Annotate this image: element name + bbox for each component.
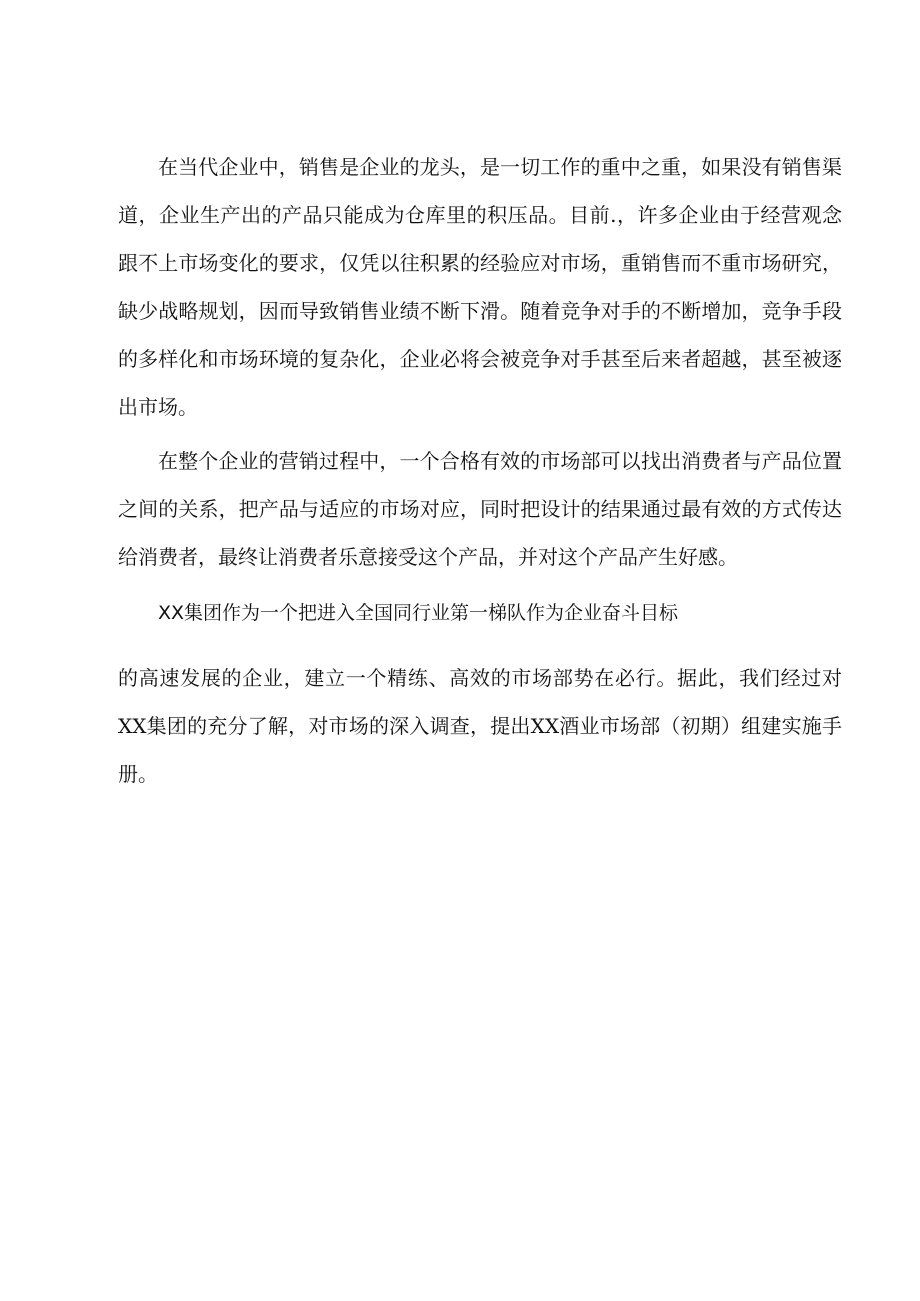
paragraph-marketing-department-role: 在整个企业的营销过程中，一个合格有效的市场部可以找出消费者与产品位置之间的关系，把产品与适应的市场对应，同时把设计的结果通过最有效的方式传达给消费者，最终让消费者乐意接受这个产品，并对这个产品产生好感。 — [118, 449, 842, 569]
paragraph-sales-importance: 在当代企业中，销售是企业的龙头，是一切工作的重中之重，如果没有销售渠道，企业生产出的产品只能成为仓库里的积压品。目前.，许多企业由于经营观念跟不上市场变化的要求，仅凭以往积累的经验应对市场，重销售而不重市场研究，缺少战略规划，因而导致销售业绩不断下滑。随着竞争对手的不断增加，竞争手段的多样化和市场环境的复杂化，企业必将会被竞争对手甚至后来者超越，甚至被逐出市场。 — [118, 155, 842, 419]
paragraph-manual-proposal: 的高速发展的企业，建立一个精练、高效的市场部势在必行。据此，我们经过对XX集团的充分了解，对市场的深入调查，提出XX酒业市场部（初期）组建实施手册。 — [118, 666, 842, 786]
paragraph-group-goal-line: XX集团作为一个把进入全国同行业第一梯队作为企业奋斗目标 — [158, 602, 679, 624]
